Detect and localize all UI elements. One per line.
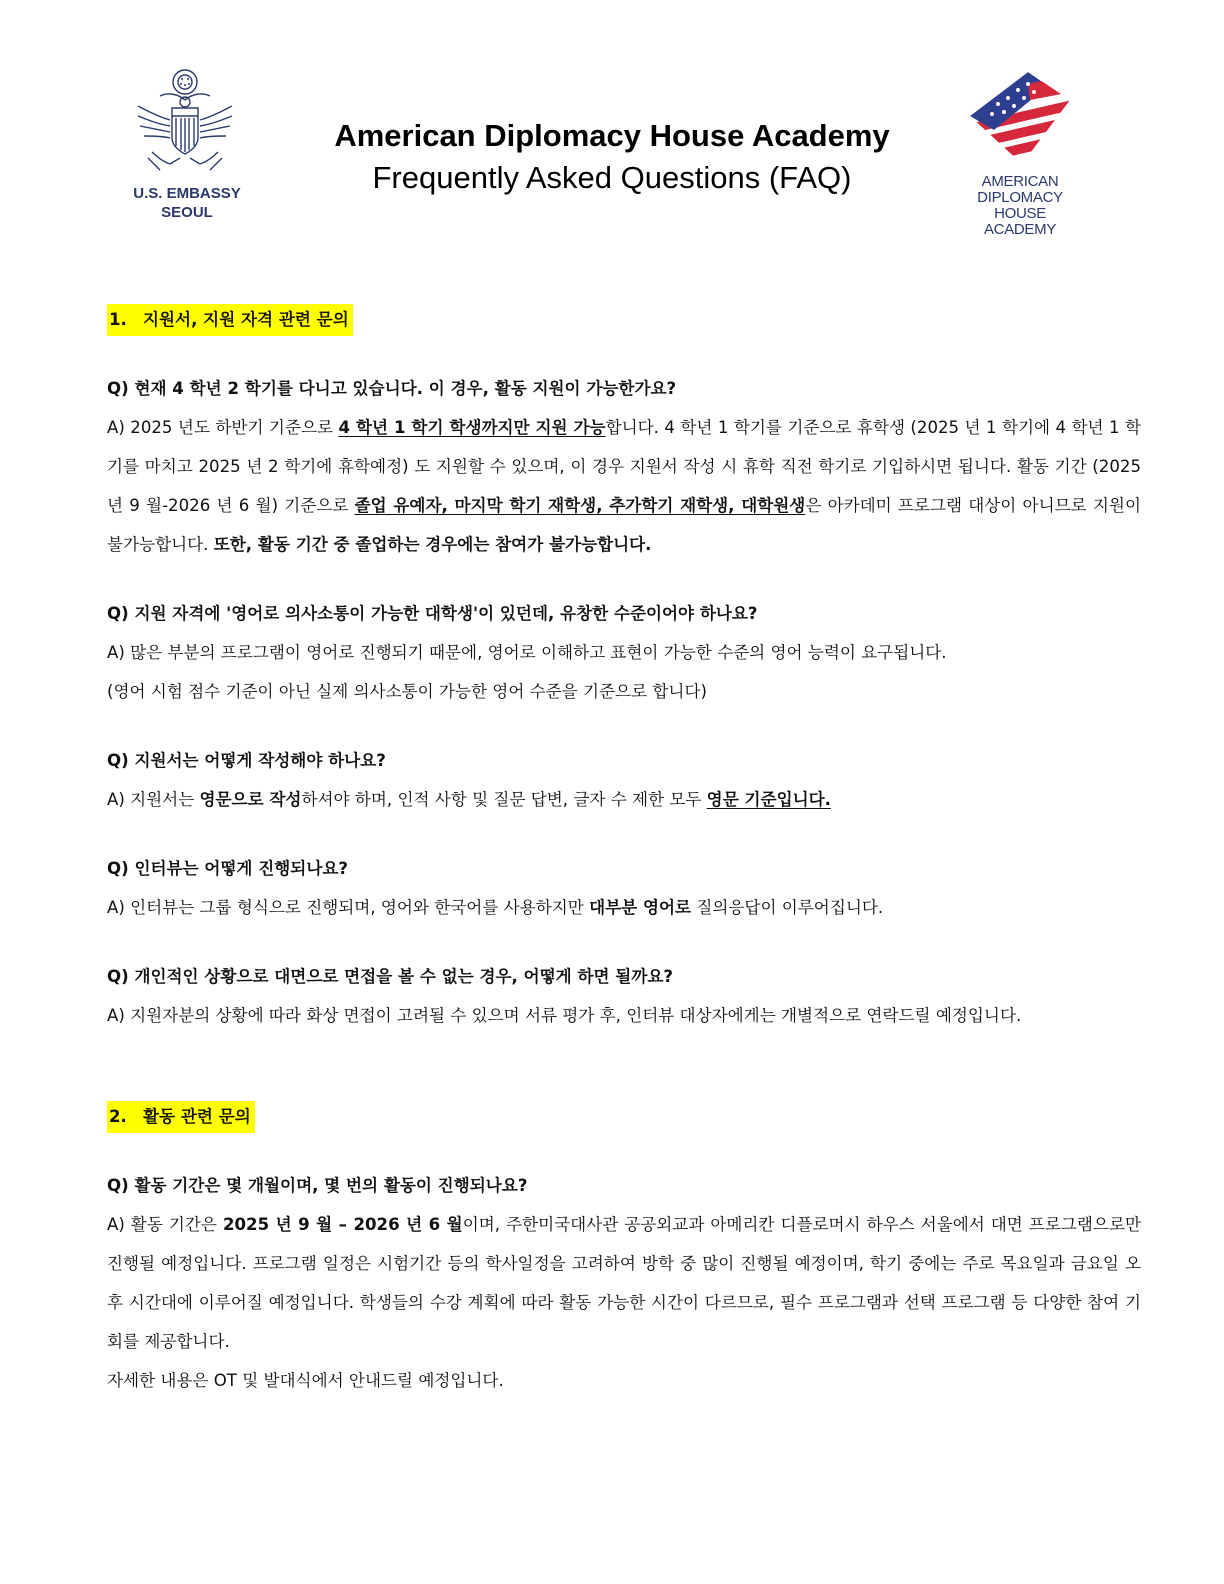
question-1-5: Q) 개인적인 상황으로 대면으로 면접을 볼 수 없는 경우, 어떻게 하면 될까요? — [107, 967, 674, 986]
section-2-number: 2. — [109, 1107, 127, 1126]
answer-1-5: A) 지원자분의 상황에 따라 화상 면접이 고려될 수 있으며 서류 평가 후, 인터뷰 대상자에게는 개별적으로 연락드릴 예정입니다. — [107, 1006, 1022, 1025]
adh-logo-line3: HOUSE — [994, 205, 1046, 222]
answer-1-1-part2: 합니다. 4 학년 1 학기를 기준으로 휴학생 (2025 년 1 학기에 4 학년 1 학기를 마치고 2025 년 2 학기에 휴학예정) 도 지원할 수 있으며, 이 경우 지원서 작성 시 휴학 직전 학기로 기입하시면 됩니다. 활동 기간 (2025 년 9 월-2026 년 6 월) 기준으로 — [107, 418, 1142, 515]
answer-1-4-part1: A) 인터뷰는 그룹 형식으로 진행되며, 영어와 한국어를 사용하지만 — [107, 898, 590, 917]
us-embassy-logo — [124, 66, 250, 236]
question-1-1: Q) 현재 4 학년 2 학기를 다니고 있습니다. 이 경우, 활동 지원이 가능한가요? — [107, 379, 677, 398]
section-2-heading — [107, 1101, 255, 1133]
adh-academy-logo — [960, 70, 1080, 240]
answer-1-2-line1: A) 많은 부분의 프로그램이 영어로 진행되기 때문에, 영어로 이해하고 표현이 가능한 수준의 영어 능력이 요구됩니다. — [107, 643, 947, 662]
page-subtitle: Frequently Asked Questions (FAQ) — [372, 160, 852, 195]
answer-1-2-line2: (영어 시험 점수 기준이 아닌 실제 의사소통이 가능한 영어 수준을 기준으로 합니다) — [107, 682, 707, 701]
answer-2-1-part1: A) 활동 기간은 — [107, 1215, 223, 1234]
section-1-title: 지원서, 지원 자격 관련 문의 — [143, 310, 349, 329]
question-2-1: Q) 활동 기간은 몇 개월이며, 몇 번의 활동이 진행되나요? — [107, 1176, 528, 1195]
answer-1-1-underline2: 졸업 유예자, 마지막 학기 재학생, 추가학기 재학생, 대학원생 — [354, 496, 806, 515]
answer-1-2 — [107, 633, 1141, 711]
faq-content — [107, 300, 1141, 1400]
answer-1-3-underline1: 영문 기준입니다. — [706, 790, 831, 809]
answer-2-1-line2: 자세한 내용은 OT 및 발대식에서 안내드릴 예정입니다. — [107, 1371, 504, 1390]
adh-logo-line4: ACADEMY — [983, 221, 1057, 238]
answer-1-4-bold1: 대부분 영어로 — [589, 898, 692, 917]
section-1-heading — [107, 304, 353, 336]
page-header — [290, 116, 934, 198]
page-title: American Diplomacy House Academy — [334, 118, 890, 153]
adh-logo-text — [960, 174, 1080, 238]
answer-1-1-part1: A) 2025 년도 하반기 기준으로 — [107, 418, 339, 437]
answer-1-1-underline1: 4 학년 1 학기 학생까지만 지원 가능 — [338, 418, 606, 437]
answer-1-3 — [107, 780, 1141, 819]
answer-1-3-bold1: 영문으로 작성 — [199, 790, 302, 809]
answer-1-1-part3: 은 아카데미 프로그램 대상이 아니므로 지원이 불가능합니다. — [107, 496, 1141, 554]
section-1 — [107, 300, 1141, 1035]
answer-1-3-part2: 하셔야 하며, 인적 사항 및 질문 답변, 글자 수 제한 모두 — [301, 790, 707, 809]
answer-2-1-bold1: 2025 년 9 월 – 2026 년 6 월 — [222, 1215, 463, 1234]
answer-1-4 — [107, 888, 1141, 927]
answer-1-1 — [107, 408, 1141, 564]
embassy-logo-line1: U.S. EMBASSY — [133, 185, 241, 202]
answer-1-1-bold1: 또한, 활동 기간 중 졸업하는 경우에는 참여가 불가능합니다. — [213, 535, 652, 554]
great-seal-eagle-icon — [130, 66, 240, 178]
embassy-logo-line2: SEOUL — [161, 204, 213, 221]
flag-diamond-icon — [968, 70, 1072, 166]
section-2-title: 활동 관련 문의 — [143, 1107, 251, 1126]
question-1-3: Q) 지원서는 어떻게 작성해야 하나요? — [107, 751, 386, 770]
answer-1-4-part2: 질의응답이 이루어집니다. — [691, 898, 884, 917]
section-1-number: 1. — [109, 310, 127, 329]
answer-2-1 — [107, 1205, 1141, 1361]
section-2 — [107, 1097, 1141, 1400]
adh-logo-line1: AMERICAN — [981, 173, 1059, 190]
answer-1-3-part1: A) 지원서는 — [107, 790, 200, 809]
answer-2-1-part2: 이며, 주한미국대사관 공공외교과 아메리칸 디플로머시 하우스 서울에서 대면 프로그램으로만 진행될 예정입니다. 프로그램 일정은 시험기간 등의 학사일정을 고려하여 방학 중 많이 진행될 예정이며, 학기 중에는 주로 목요일과 금요일 오후 시간대에 이루어질 예정입니다. 학생들의 수강 계획에 따라 활동 가능한 시간이 다르므로, 필수 프로그램과 선택 프로그램 등 다양한 참여 기회를 제공합니다. — [107, 1215, 1141, 1351]
question-1-4: Q) 인터뷰는 어떻게 진행되나요? — [107, 859, 349, 878]
question-1-2: Q) 지원 자격에 '영어로 의사소통이 가능한 대학생'이 있던데, 유창한 수준이어야 하나요? — [107, 604, 758, 623]
adh-logo-line2: DIPLOMACY — [977, 189, 1063, 206]
embassy-logo-text — [124, 184, 250, 222]
